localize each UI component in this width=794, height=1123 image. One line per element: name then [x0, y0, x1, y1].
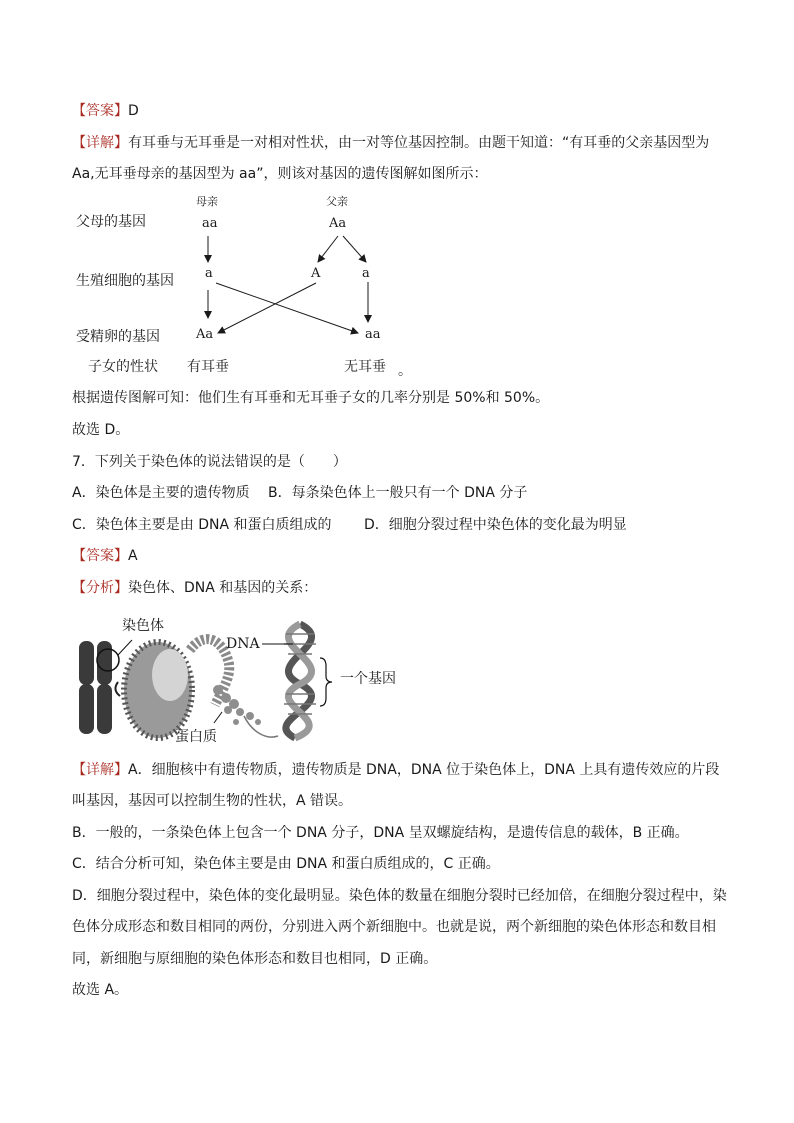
gamete-father-2: a — [362, 266, 370, 281]
detail-tag: 【详解】 — [72, 135, 128, 151]
mother-label: 母亲 — [196, 195, 218, 208]
trait-1: 有耳垂 — [187, 359, 229, 375]
detail-text: A．细胞核中有遗传物质，遗传物质是 DNA，DNA 位于染色体上，DNA 上具有遗传效应的片段 — [128, 762, 720, 778]
q7-choice: 故选 A。 — [72, 982, 129, 998]
q7-detail-a1 — [72, 760, 719, 780]
zygote-2: aa — [365, 327, 381, 342]
label-dna: DNA — [226, 636, 260, 652]
q7-question: 7．下列关于染色体的说法错误的是（ ） — [72, 454, 347, 470]
answer-value: A — [128, 548, 138, 564]
detail-text: 有耳垂与无耳垂是一对相对性状，由一对等位基因控制。由题干知道：“有耳垂的父亲基因型为 — [128, 135, 710, 151]
histone-beads — [213, 685, 261, 725]
row-label-traits: 子女的性状 — [88, 359, 158, 375]
chromosome-shape — [79, 641, 112, 734]
father-genotype: Aa — [329, 216, 347, 231]
q7-detail-b: B．一般的，一条染色体上包含一个 DNA 分子，DNA 呈双螺旋结构，是遗传信息的载体，B 正确。 — [72, 825, 689, 841]
q7-detail-d1: D．细胞分裂过程中，染色体的变化最明显。染色体的数量在细胞分裂时已经加倍，在细胞分裂过程中，染 — [72, 888, 727, 904]
q7-options-line2: C．染色体主要是由 DNA 和蛋白质组成的 D．细胞分裂过程中染色体的变化最为明显 — [72, 517, 627, 533]
row-label-parent-genes: 父母的基因 — [76, 214, 146, 230]
trait-2: 无耳垂 — [344, 359, 386, 375]
q7-detail-d3: 同，新细胞与原细胞的染色体形态和数目也相同，D 正确。 — [72, 951, 438, 967]
label-chromosome: 染色体 — [122, 618, 164, 634]
dna-double-helix — [284, 624, 316, 738]
answer-value: D — [128, 103, 139, 119]
analysis-tag: 【分析】 — [72, 580, 128, 596]
q7-detail-a2: 叫基因，基因可以控制生物的性状，A 错误。 — [72, 793, 353, 809]
detail-tag: 【详解】 — [72, 762, 128, 778]
father-label: 父亲 — [326, 195, 348, 208]
row-label-zygote-genes: 受精卵的基因 — [76, 329, 160, 345]
q6-conclusion: 根据遗传图解可知：他们生有耳垂和无耳垂子女的几率分别是 50%和 50%。 — [72, 390, 550, 406]
q6-choice: 故选 D。 — [72, 422, 130, 438]
label-gene: 一个基因 — [340, 671, 396, 687]
q7-options-line1: A．染色体是主要的遗传物质 B．每条染色体上一般只有一个 DNA 分子 — [72, 485, 528, 501]
answer-tag: 【答案】 — [72, 103, 128, 119]
chromosome-leader — [118, 640, 132, 655]
row-label-germ-genes: 生殖细胞的基因 — [76, 273, 174, 289]
gamete-mother: a — [205, 266, 213, 281]
gamete-father-1: A — [311, 266, 321, 281]
mother-genotype: aa — [202, 216, 218, 231]
q7-detail-d2: 色体分成形态和数目相同的两份，分别进入两个新细胞中。也就是说，两个新细胞的染色体形态和数目相 — [72, 919, 716, 935]
answer-tag: 【答案】 — [72, 548, 128, 564]
analysis-text: 染色体、DNA 和基因的关系： — [128, 580, 318, 596]
q7-detail-c: C．结合分析可知，染色体主要是由 DNA 和蛋白质组成的，C 正确。 — [72, 856, 500, 872]
trailing-period: 。 — [398, 363, 412, 379]
q6-detail-line2: Aa,无耳垂母亲的基因型为 aa”，则该对基因的遗传图解如图所示： — [72, 166, 488, 182]
protein-leader — [214, 712, 222, 723]
label-protein: 蛋白质 — [175, 729, 217, 745]
zygote-1: Aa — [196, 327, 214, 342]
gene-brace — [320, 658, 332, 706]
